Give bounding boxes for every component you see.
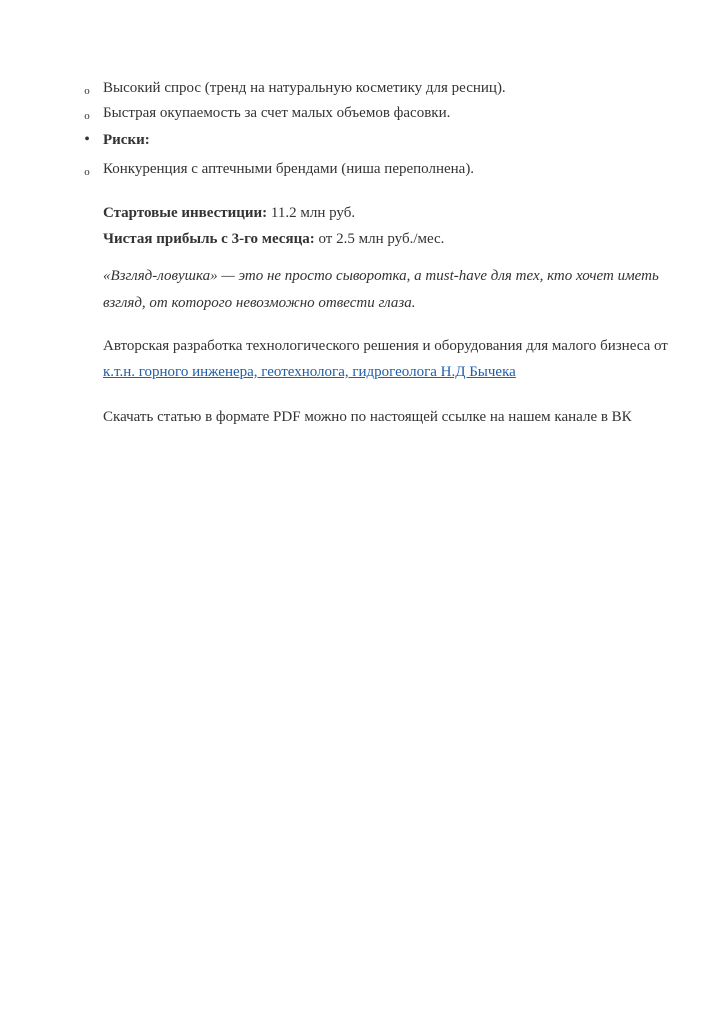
profit-value: от 2.5 млн руб./мес. [314, 231, 445, 247]
circle-bullet-icon: o [84, 166, 90, 178]
list-item-text: Быстрая окупаемость за счет малых объемов фасовки. [103, 105, 451, 121]
investments-label: Стартовые инвестиции: [103, 205, 268, 221]
profit-label: Чистая прибыль с 3-го месяца: [103, 231, 315, 247]
document-page: o Высокий спрос (тренд на натуральную косметику для ресниц). o Быстрая окупаемость за счет малых объемов фасовки. • Риски: o Конкуренция с аптечными брендами (ниша переполнена). Стартовые инвестиции: 11.2 млн руб. Чистая прибыль с 3-го месяца: от 2.5 млн руб./мес. «Взгляд-ловушка» — это не просто сыворотка, а must-have для тех, кто хочет иметь взгляд, от которого невозможно отвести глаза. Авторская разработка технологического решения и оборудования для малого бизнеса от к.т.н. горного инженера, геотехнолога, гидрогеолога Н.Д Бычека Скачать статью в формате PDF можно по настоящей ссылке на нашем канале в ВК [0, 0, 724, 1024]
risks-heading: Риски: [103, 132, 150, 148]
circle-bullet-icon: o [84, 85, 90, 97]
filled-bullet-icon: • [84, 131, 90, 148]
circle-bullet-icon: o [84, 110, 90, 122]
investments-value: 11.2 млн руб. [267, 205, 356, 221]
author-link[interactable]: к.т.н. горного инженера, геотехнолога, гидрогеолога Н.Д Бычека [103, 364, 516, 380]
list-item-text: Конкуренция с аптечными брендами (ниша переполнена). [103, 161, 475, 177]
list-item-text: Высокий спрос (тренд на натуральную косметику для ресниц). [103, 80, 506, 96]
